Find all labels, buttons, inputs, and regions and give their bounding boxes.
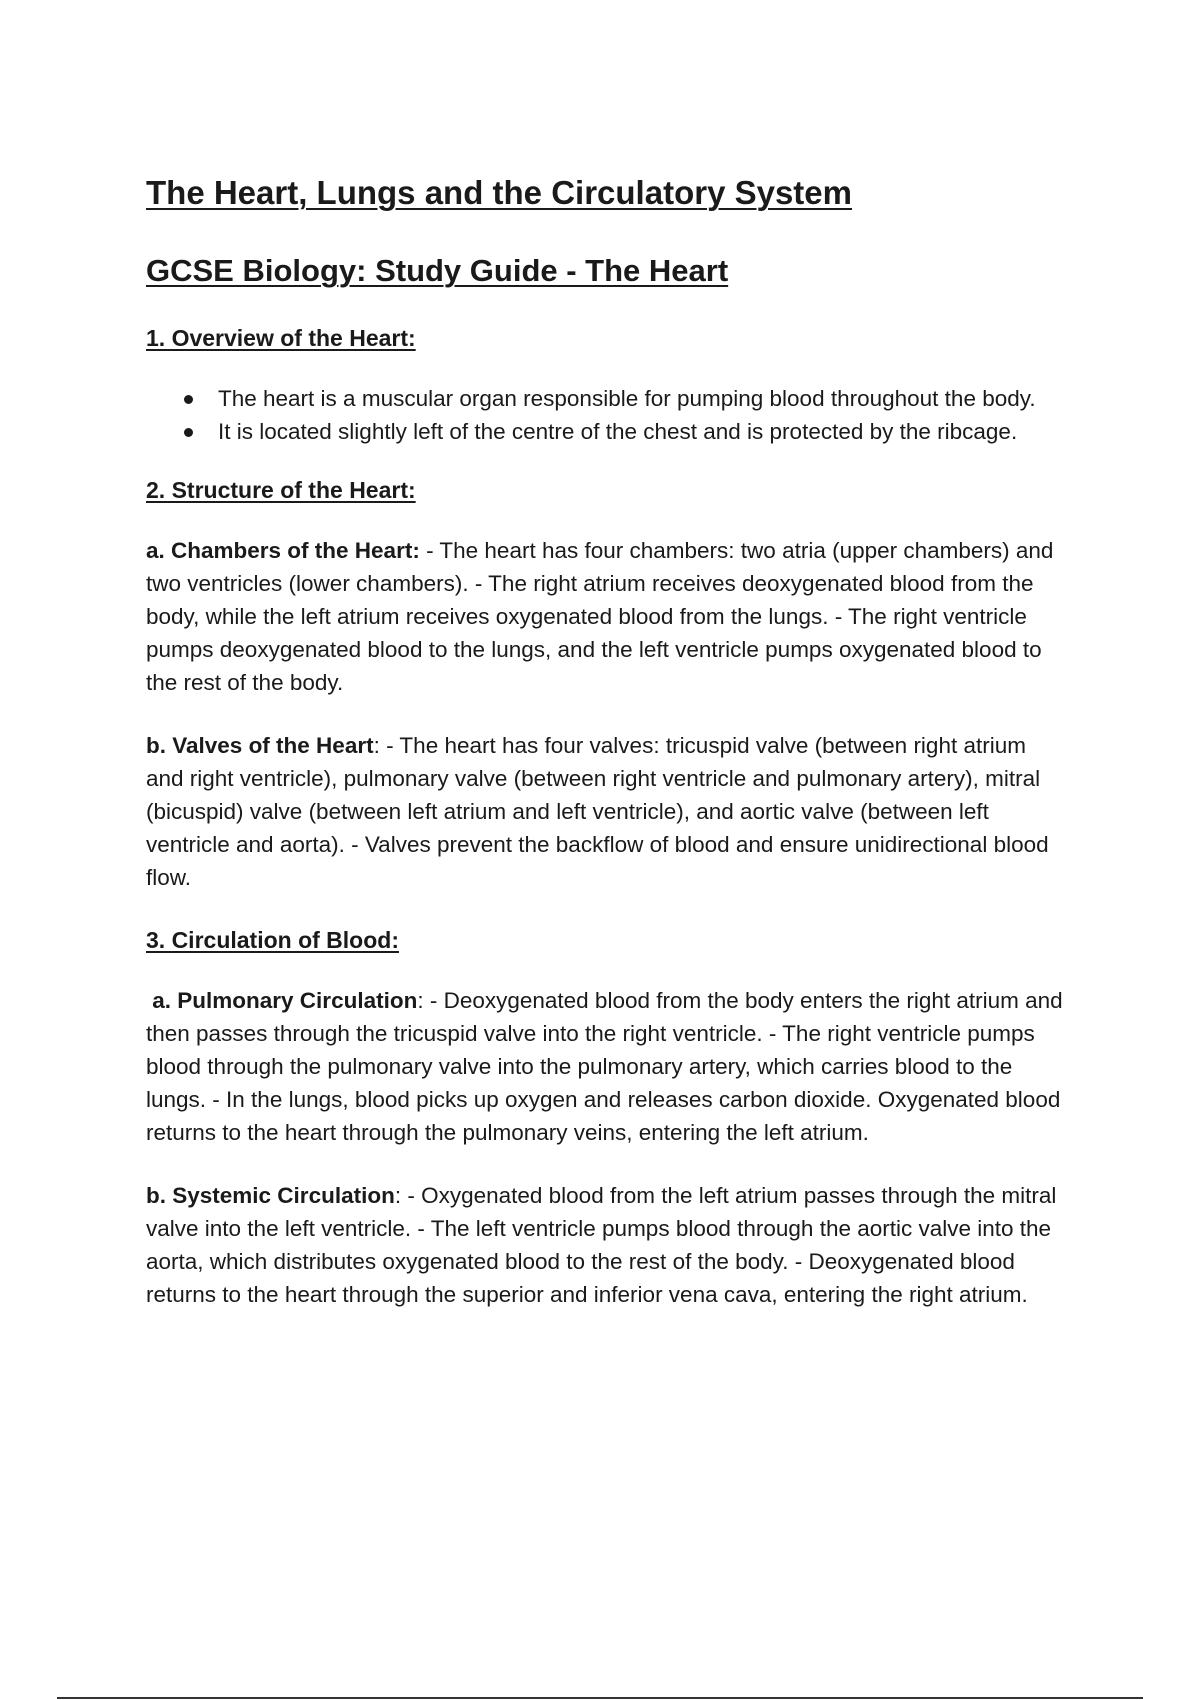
section-heading-circulation: 3. Circulation of Blood: (146, 927, 399, 953)
paragraph-text: : - Oxygenated blood from the left atrium passes through the mitral valve into the left ventricle. - The left ventricle pumps blood through the aortic valve into the aorta, which distributes oxygenated blood to the rest of the body. - Deoxygenated blood returns to the heart through the superior and inferior vena cava, entering the right atrium. (146, 1183, 1057, 1307)
paragraph-label: b. Valves of the Heart (146, 733, 374, 758)
paragraph-chambers (146, 534, 1064, 699)
bullet-text: The heart is a muscular organ responsible for pumping blood throughout the body. (218, 386, 1036, 411)
list-item (218, 382, 1064, 415)
paragraph-pulmonary-circulation (146, 984, 1064, 1149)
paragraph-label: a. Pulmonary Circulation (152, 988, 418, 1013)
paragraph-valves (146, 729, 1064, 894)
document-subtitle: GCSE Biology: Study Guide - The Heart (146, 253, 729, 288)
paragraph-text: : - Deoxygenated blood from the body enters the right atrium and then passes through the tricuspid valve into the right ventricle. - The right ventricle pumps blood through the pulmonary valve into the pulmonary artery, which carries blood to the lungs. - In the lungs, blood picks up oxygen and releases carbon dioxide. Oxygenated blood returns to the heart through the pulmonary veins, entering the left atrium. (146, 988, 1063, 1145)
page-footer-divider (57, 1697, 1143, 1699)
paragraph-text: - The heart has four chambers: two atria (upper chambers) and two ventricles (lower chambers). - The right atrium receives deoxygenated blood from the body, while the left atrium receives oxygenated blood from the lungs. - The right ventricle pumps deoxygenated blood to the lungs, and the left ventricle pumps oxygenated blood to the rest of the body. (146, 538, 1054, 695)
list-item (218, 415, 1064, 448)
paragraph-systemic-circulation (146, 1179, 1064, 1311)
bullet-text: It is located slightly left of the centre of the chest and is protected by the ribcage. (218, 419, 1018, 444)
bullet-icon (184, 428, 193, 437)
paragraph-label: b. Systemic Circulation (146, 1183, 395, 1208)
bullet-icon (184, 395, 193, 404)
document-title: The Heart, Lungs and the Circulatory System (146, 174, 852, 211)
section-heading-structure: 2. Structure of the Heart: (146, 477, 416, 503)
document-page (146, 172, 1064, 1341)
paragraph-text: : - The heart has four valves: tricuspid valve (between right atrium and right ventricle), pulmonary valve (between right ventricle and pulmonary artery), mitral (bicuspid) valve (between left atrium and left ventricle), and aortic valve (between left ventricle and aorta). - Valves prevent the backflow of blood and ensure unidirectional blood flow. (146, 733, 1049, 890)
section-heading-overview: 1. Overview of the Heart: (146, 325, 416, 351)
paragraph-label: a. Chambers of the Heart: (146, 538, 420, 563)
overview-bullet-list (146, 382, 1064, 448)
